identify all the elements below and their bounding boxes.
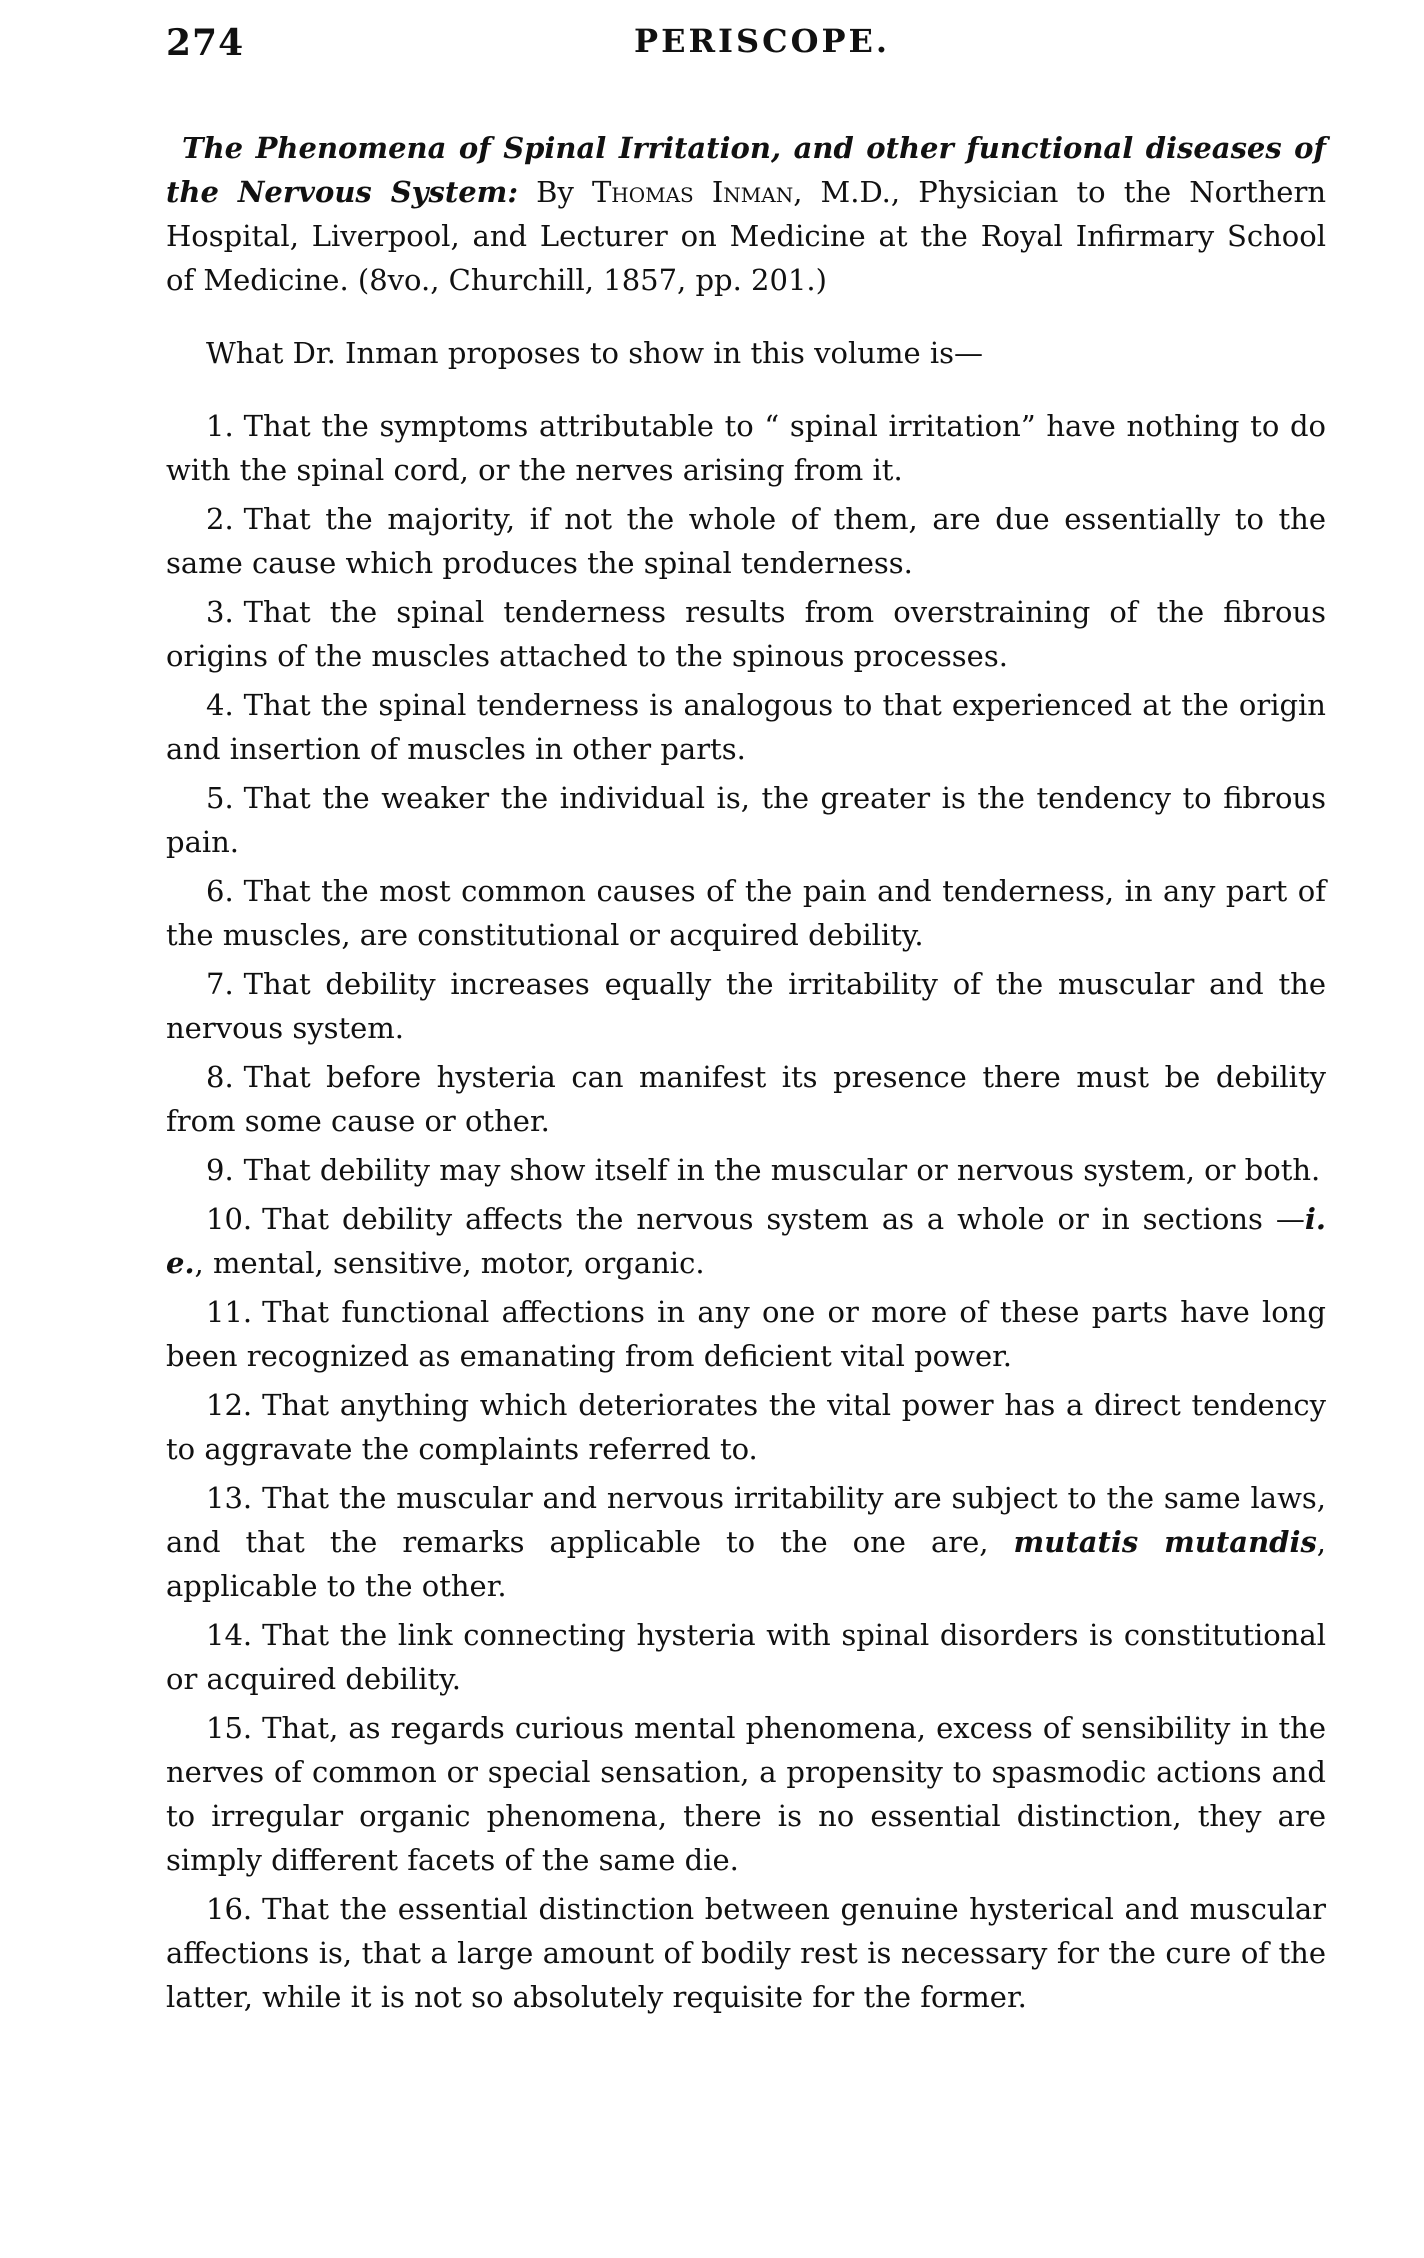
list-item [166, 776, 1326, 864]
item-text: That the weaker the individual is, the greater is the tendency to fibrous pain. [166, 781, 1326, 859]
list-item [166, 1476, 1326, 1608]
item-text: That debility may show itself in the muscular or nervous system, or both. [243, 1153, 1321, 1187]
list-item [166, 1887, 1326, 2019]
list-item [166, 590, 1326, 678]
item-number: 3. [206, 595, 234, 629]
lead-sentence: What Dr. Inman proposes to show in this volume is— [206, 336, 983, 370]
publication-info: (8vo., Churchill, 1857, pp. 201.) [357, 263, 827, 297]
item-text: That debility increases equally the irritability of the muscular and the nervous system. [166, 967, 1326, 1045]
list-item [166, 1148, 1326, 1192]
by-text: By [536, 175, 574, 209]
proposition-list [166, 404, 1326, 2019]
item-text: That the spinal tenderness results from overstraining of the fibrous origins of the muscles attached to the spinous processes. [166, 595, 1326, 673]
list-item [166, 962, 1326, 1050]
item-number: 14. [206, 1618, 253, 1652]
item-number: 15. [206, 1711, 253, 1745]
item-text: That the symptoms attributable to “ spinal irritation” have nothing to do with the spinal cord, or the nerves arising from it. [166, 409, 1326, 487]
item-text: That the muscular and nervous irritability are subject to the same laws, and that the remarks applicable to the one are, [166, 1481, 1326, 1559]
latin-phrase: mutatis mutandis [1013, 1525, 1317, 1559]
list-item [166, 869, 1326, 957]
author-name: Thomas Inman [591, 175, 794, 209]
item-text: That the most common causes of the pain and tenderness, in any part of the muscles, are constitutional or acquired debility. [166, 874, 1326, 952]
book-title: The Phenomena of Spinal Irritation, and other functional diseases of the Nervous System: [166, 131, 1326, 209]
item-number: 12. [206, 1388, 253, 1422]
item-text: That the majority, if not the whole of them, are due essentially to the same cause which produces the spinal tenderness. [166, 502, 1326, 580]
page-header [166, 22, 1326, 84]
list-item [166, 1613, 1326, 1701]
item-number: 9. [206, 1153, 234, 1187]
item-number: 6. [206, 874, 234, 908]
list-item [166, 1383, 1326, 1471]
ie-abbreviation: i. e. [166, 1202, 1326, 1280]
item-number: 1. [206, 409, 234, 443]
item-number: 16. [206, 1892, 253, 1926]
review-intro [166, 126, 1326, 302]
page-number: 274 [166, 22, 245, 64]
list-item [166, 1055, 1326, 1143]
item-number: 5. [206, 781, 234, 815]
item-number: 10. [206, 1202, 253, 1236]
item-text-tail: , mental, sensitive, motor, organic. [194, 1246, 705, 1280]
item-text: That the spinal tenderness is analogous to that experienced at the origin and insertion of muscles in other parts. [166, 688, 1326, 766]
item-text: That anything which deteriorates the vital power has a direct tendency to aggravate the complaints referred to. [166, 1388, 1326, 1466]
item-number: 7. [206, 967, 234, 1001]
item-text: That before hysteria can manifest its presence there must be debility from some cause or other. [166, 1060, 1326, 1138]
item-text-tail: , applicable to the other. [166, 1525, 1327, 1603]
list-item [166, 1706, 1326, 1882]
document-page [166, 22, 1326, 2019]
item-text: That debility affects the nervous system as a whole or in sections — [262, 1202, 1305, 1236]
item-text: That, as regards curious mental phenomena, excess of sensibility in the nerves of common or special sensation, a propensity to spasmodic actions and to irregular organic phenomena, there is no essential distinction, they are simply different facets of the same die. [166, 1711, 1326, 1877]
item-text: That functional affections in any one or more of these parts have long been recognized as emanating from deficient vital power. [166, 1295, 1326, 1373]
author-credentials: , M.D., Physician to the Northern Hospital, Liverpool, and Lecturer on Medicine at the Royal Infirmary School of Medicine. [166, 175, 1327, 297]
item-text: That the link connecting hysteria with spinal disorders is constitutional or acquired debility. [166, 1618, 1326, 1696]
item-number: 2. [206, 502, 234, 536]
list-item [166, 1290, 1326, 1378]
running-head: PERISCOPE. [634, 22, 891, 60]
list-item [166, 497, 1326, 585]
item-number: 11. [206, 1295, 253, 1329]
item-text: That the essential distinction between genuine hysterical and muscular affections is, that a large amount of bodily rest is necessary for the cure of the latter, while it is not so absolutely requisite for the former. [166, 1892, 1326, 2014]
item-number: 8. [206, 1060, 234, 1094]
item-number: 4. [206, 688, 234, 722]
list-item [166, 683, 1326, 771]
list-item [166, 1197, 1326, 1285]
list-item [166, 404, 1326, 492]
item-number: 13. [206, 1481, 253, 1515]
